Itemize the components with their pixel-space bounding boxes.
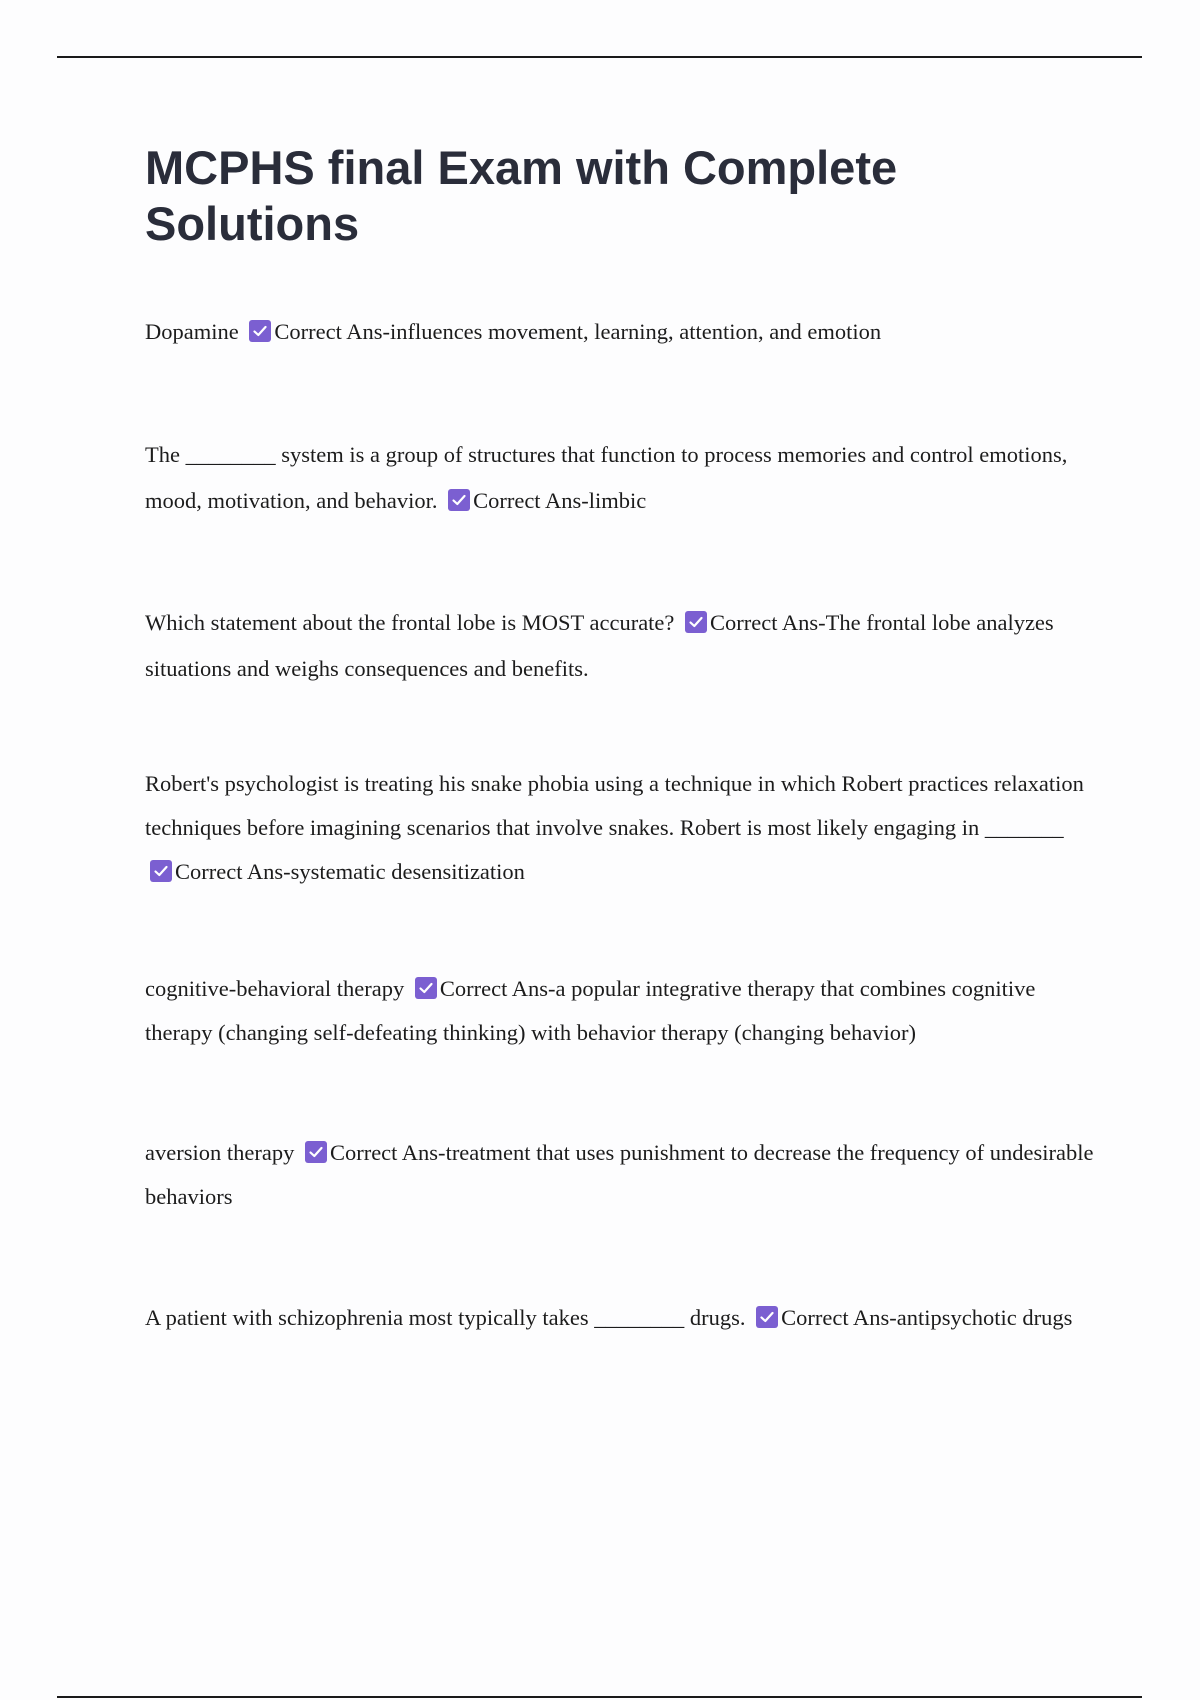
answer-label: Correct Ans- (175, 859, 291, 884)
qa-item (145, 432, 1095, 524)
check-box-icon (448, 489, 470, 511)
header-rule (57, 56, 1142, 58)
check-box-icon (756, 1306, 778, 1328)
answer-text: limbic (588, 488, 647, 513)
answer-label: Correct Ans- (473, 488, 589, 513)
check-box-icon (305, 1141, 327, 1163)
document-title: MCPHS final Exam with Complete Solutions (145, 141, 898, 250)
question-text: Dopamine (145, 319, 239, 344)
question-text: The ________ system is a group of structures that function to process memories and control emotions, mood, motivation, and behavior. (145, 442, 1068, 513)
answer-text: antipsychotic drugs (896, 1305, 1073, 1330)
answer-label: Correct Ans- (781, 1305, 897, 1330)
answer-text: a popular integrative therapy that combines cognitive therapy (changing self-defeating thinking) with behavior therapy (changing behavior) (145, 976, 1036, 1045)
qa-item (145, 315, 1095, 349)
qa-item (145, 967, 1095, 1055)
qa-item (145, 762, 1095, 894)
answer-text: treatment that uses punishment to decrease the frequency of undesirable behaviors (145, 1140, 1094, 1209)
question-text: aversion therapy (145, 1140, 295, 1165)
question-text: Which statement about the frontal lobe is MOST accurate? (145, 610, 675, 635)
answer-label: Correct Ans- (710, 610, 826, 635)
question-text: cognitive-behavioral therapy (145, 976, 405, 1001)
answer-label: Correct Ans- (439, 976, 556, 1001)
answer-text: systematic desensitization (290, 859, 525, 884)
qa-item (145, 1131, 1095, 1219)
check-box-icon (249, 320, 271, 342)
question-text: Robert's psychologist is treating his snake phobia using a technique in which Robert practices relaxation techniques before imagining scenarios that involve snakes. Robert is most likely engaging in _______ (145, 771, 1084, 840)
answer-label: Correct Ans- (329, 1140, 446, 1165)
qa-item (145, 1295, 1095, 1341)
check-box-icon (150, 860, 172, 882)
qa-item (145, 600, 1095, 692)
answer-text: The frontal lobe analyzes situations and weighs consequences and benefits. (145, 610, 1054, 681)
answer-label: Correct Ans- (274, 319, 390, 344)
question-text: A patient with schizophrenia most typically takes ________ drugs. (145, 1305, 746, 1330)
footer-rule (57, 1696, 1142, 1698)
check-box-icon (685, 611, 707, 633)
check-box-icon (415, 977, 437, 999)
answer-text: influences movement, learning, attention, and emotion (389, 319, 882, 344)
